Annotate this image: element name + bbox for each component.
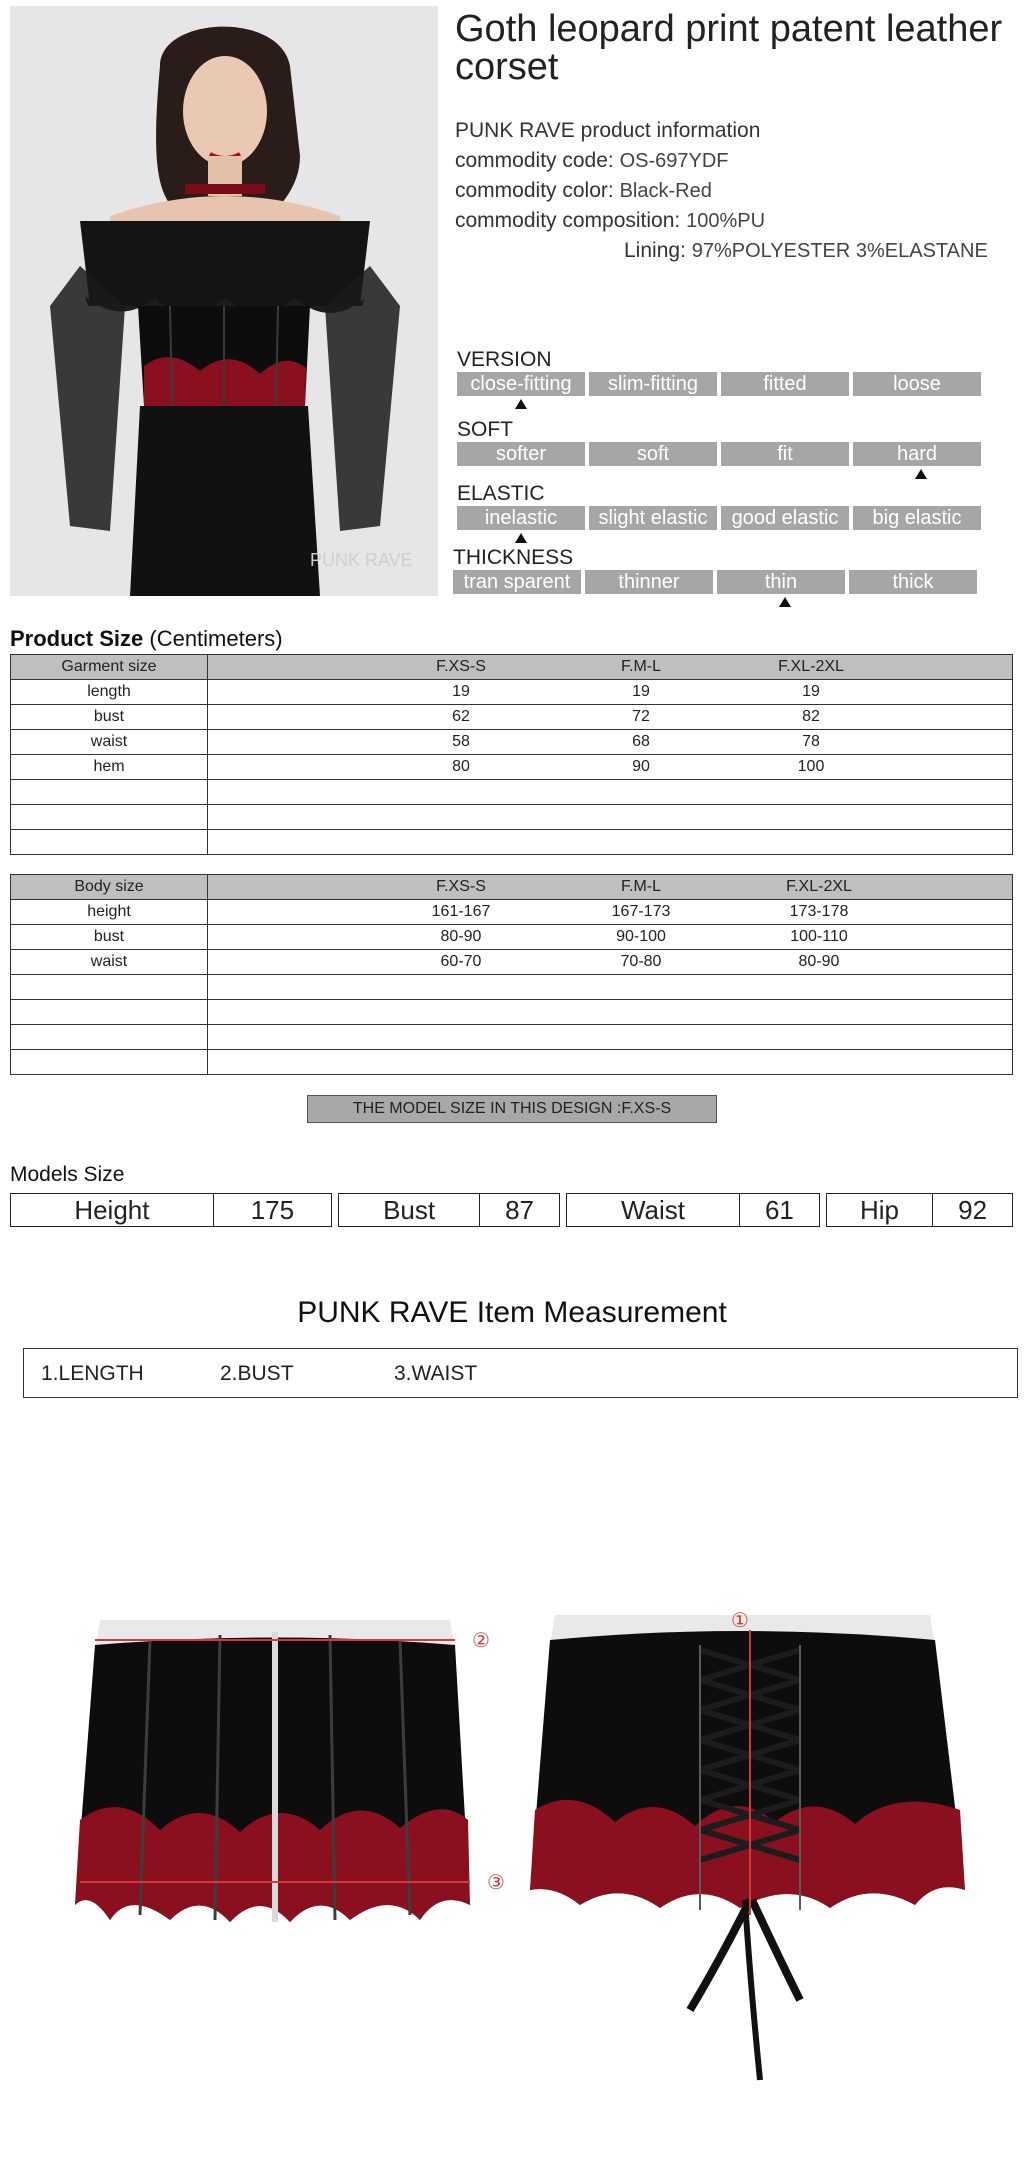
cell-value: 80 (452, 758, 470, 775)
cell-value: 19 (632, 683, 650, 700)
empty-row (11, 1025, 1013, 1050)
photo-watermark: PUNK RAVE (310, 550, 413, 570)
selection-marker (779, 597, 791, 607)
color-label: commodity color: (455, 179, 614, 202)
table-row (11, 730, 1013, 755)
size-label: F.XS-S (436, 878, 486, 895)
row-label: height (11, 900, 208, 925)
empty-row (11, 1000, 1013, 1025)
commodity-color (455, 176, 712, 206)
code-value: OS-697YDF (619, 150, 729, 172)
attribute-thickness (453, 546, 977, 607)
cell-value: 80-90 (798, 953, 840, 970)
model-measure-value: 87 (480, 1194, 560, 1227)
marker-bust: ② (472, 1628, 490, 1652)
model-measure-label: Hip (826, 1194, 933, 1227)
composition-value: 100%PU (686, 210, 766, 232)
table-row (11, 925, 1013, 950)
lining-info (624, 236, 988, 266)
attribute-elastic (457, 482, 981, 543)
measurement-legend (23, 1348, 1018, 1398)
selection-marker (915, 469, 927, 479)
code-label: commodity code: (455, 149, 614, 172)
cell-value: 68 (632, 733, 650, 750)
model-measure-label: Waist (566, 1194, 739, 1227)
cell-value: 62 (452, 708, 470, 725)
scale-option: fit (721, 442, 849, 466)
commodity-code (455, 146, 729, 176)
size-label: F.M-L (621, 658, 661, 675)
model-measure-label: Height (11, 1194, 214, 1227)
cell-value: 100-110 (790, 928, 848, 945)
header-label: Garment size (11, 655, 208, 680)
table-row (11, 1194, 1013, 1227)
scale-option: softer (457, 442, 585, 466)
empty-row (11, 975, 1013, 1000)
cell-value: 60-70 (440, 953, 482, 970)
corset-back-image (530, 1608, 965, 2080)
composition-label: commodity composition: (455, 209, 681, 232)
scale-option: inelastic (457, 506, 585, 530)
scale-option: fitted (721, 372, 849, 396)
cell-value: 80-90 (440, 928, 482, 945)
scale-option: thinner (585, 570, 713, 594)
cell-value: 90 (632, 758, 650, 775)
empty-row (11, 1050, 1013, 1075)
table-header-row (11, 875, 1013, 900)
row-label: bust (11, 925, 208, 950)
header-label: Body size (11, 875, 208, 900)
cell-value: 19 (452, 683, 470, 700)
table-row (11, 705, 1013, 730)
unit-text: (Centimeters) (149, 626, 283, 651)
row-label: bust (11, 705, 208, 730)
empty-row (11, 780, 1013, 805)
table-row (11, 900, 1013, 925)
color-value: Black-Red (619, 180, 712, 202)
table-row (11, 680, 1013, 705)
measurement-item: 2.BUST (220, 1362, 294, 1385)
table-row (11, 755, 1013, 780)
model-measure-value: 175 (213, 1194, 331, 1227)
product-title: Goth leopard print patent leather corset (455, 8, 1003, 88)
cell-value: 58 (452, 733, 470, 750)
measurement-illustration (0, 1560, 1024, 2100)
cell-value: 72 (632, 708, 650, 725)
attribute-title: ELASTIC (457, 482, 545, 505)
cell-value: 19 (802, 683, 820, 700)
measurement-item: 1.LENGTH (41, 1362, 144, 1385)
size-label: F.XL-2XL (786, 878, 852, 895)
cell-value: 161-167 (431, 903, 491, 920)
heading-text: Product Size (10, 626, 144, 651)
scale-option: hard (853, 442, 981, 466)
attribute-version (457, 348, 981, 409)
empty-row (11, 805, 1013, 830)
scale-option: good elastic (721, 506, 849, 530)
scale-option: big elastic (853, 506, 981, 530)
garment-size-table (10, 654, 1013, 855)
cell-value: 78 (802, 733, 820, 750)
scale-option: slight elastic (589, 506, 717, 530)
size-label: F.XL-2XL (778, 658, 844, 675)
marker-length: ① (731, 1608, 749, 1632)
selection-marker (515, 399, 527, 409)
cell-value: 90-100 (616, 928, 666, 945)
models-size-title: Models Size (10, 1163, 125, 1186)
marker-waist: ③ (487, 1870, 505, 1894)
measurement-title: PUNK RAVE Item Measurement (297, 1296, 727, 1329)
cell-value: 70-80 (620, 953, 662, 970)
row-label: hem (11, 755, 208, 780)
models-size-table (10, 1193, 1013, 1227)
size-label: F.M-L (621, 878, 661, 895)
scale-option: loose (853, 372, 981, 396)
corset-measurement-svg (0, 1560, 1024, 2100)
model-measure-label: Bust (338, 1194, 479, 1227)
cell-value: 82 (802, 708, 820, 725)
brand-info: PUNK RAVE product information (455, 119, 761, 142)
scale-option: thin (717, 570, 845, 594)
row-label: waist (11, 950, 208, 975)
attribute-soft (457, 418, 981, 479)
row-label: waist (11, 730, 208, 755)
product-photo (10, 6, 438, 596)
corset-front-image (75, 1620, 505, 1922)
attribute-title: THICKNESS (453, 546, 574, 569)
commodity-composition (455, 206, 765, 236)
scale-option: close-fitting (457, 372, 585, 396)
lining-value: 97%POLYESTER 3%ELASTANE (691, 240, 988, 262)
row-label: length (11, 680, 208, 705)
scale-option: tran sparent (453, 570, 581, 594)
product-size-heading (10, 626, 283, 652)
scale-option: thick (849, 570, 977, 594)
cell-value: 167-173 (611, 903, 671, 920)
cell-value: 173-178 (789, 903, 849, 920)
lining-label: Lining: (624, 239, 686, 262)
model-size-banner: THE MODEL SIZE IN THIS DESIGN :F.XS-S (307, 1095, 717, 1123)
scale-option: soft (589, 442, 717, 466)
cell-value: 100 (797, 758, 825, 775)
measurement-item: 3.WAIST (394, 1362, 478, 1385)
scale-option: slim-fitting (589, 372, 717, 396)
model-illustration (10, 6, 438, 596)
table-header-row (11, 655, 1013, 680)
model-measure-value: 92 (933, 1194, 1013, 1227)
table-row (11, 950, 1013, 975)
body-size-table (10, 874, 1013, 1075)
model-measure-value: 61 (740, 1194, 820, 1227)
selection-marker (515, 533, 527, 543)
empty-row (11, 830, 1013, 855)
attribute-title: SOFT (457, 418, 513, 441)
size-label: F.XS-S (436, 658, 486, 675)
attribute-title: VERSION (457, 348, 552, 371)
